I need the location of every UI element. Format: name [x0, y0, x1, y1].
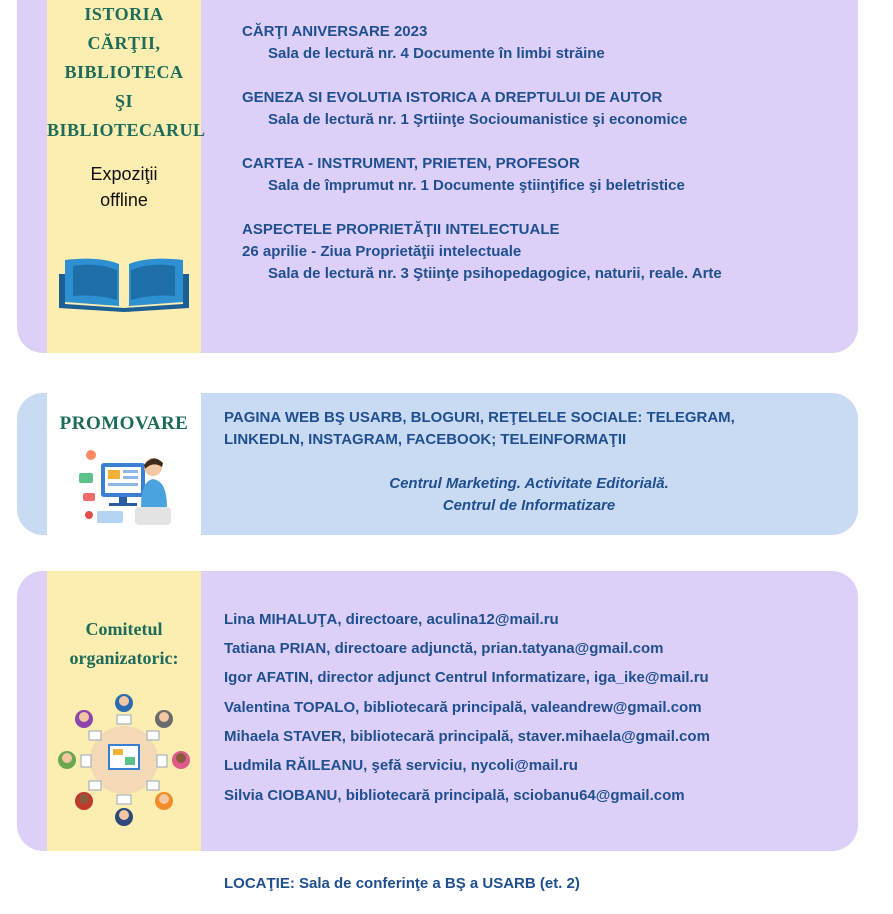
subtitle-line: Expoziţii [90, 164, 158, 184]
heading-line: BIBLIOTECARUL [47, 120, 206, 140]
heading-line: BIBLIOTECA [64, 62, 184, 82]
exhibition-location: Sala de împrumut nr. 1 Documente ştiinţifice şi beletristice [268, 177, 685, 194]
exhibitions-heading [47, 0, 206, 145]
promotion-heading: PROMOVARE [59, 413, 189, 434]
promotion-channels-line: PAGINA WEB BŞ USARB, BLOGURI, REŢELELE SOCIALE: TELEGRAM, [224, 409, 735, 426]
committee-panel [17, 571, 858, 851]
exhibitions-subtitle [47, 161, 201, 213]
computer-user-icon [75, 445, 175, 529]
heading-line: CĂRŢII, [87, 33, 161, 53]
heading-line: ŞI [114, 91, 133, 111]
promotion-sidebar [47, 393, 201, 535]
exhibitions-sidebar [47, 0, 206, 353]
committee-sidebar [47, 571, 201, 851]
exhibitions-panel [17, 0, 858, 353]
heading-line: organizatoric: [69, 648, 179, 668]
team-circle-icon [57, 693, 191, 827]
heading-line: ISTORIA [84, 4, 164, 24]
exhibition-title: CARTEA - INSTRUMENT, PRIETEN, PROFESOR [242, 155, 580, 172]
subtitle-line: offline [100, 190, 148, 210]
department-line: Centrul Marketing. Activitate Editorială. [389, 475, 669, 492]
exhibition-location: Sala de lectură nr. 3 Ştiinţe psihopedagogice, naturii, reale. Arte [268, 265, 722, 282]
committee-member: Igor AFATIN, director adjunct Centrul Informatizare, iga_ike@mail.ru [224, 669, 709, 686]
committee-member: Silvia CIOBANU, bibliotecară principală, sciobanu64@gmail.com [224, 787, 685, 804]
exhibition-title: CĂRŢI ANIVERSARE 2023 [242, 23, 428, 40]
exhibition-date: 26 aprilie - Ziua Proprietăţii intelectuale [242, 243, 522, 260]
committee-member: Tatiana PRIAN, directoare adjunctă, prian.tatyana@gmail.com [224, 640, 664, 657]
department-line: Centrul de Informatizare [442, 497, 616, 514]
event-location: LOCAŢIE: Sala de conferinţe a BŞ a USARB (et. 2) [224, 875, 580, 892]
committee-member: Lina MIHALUŢA, directoare, aculina12@mail.ru [224, 611, 559, 628]
exhibition-title: GENEZA SI EVOLUTIA ISTORICA A DREPTULUI DE AUTOR [242, 89, 663, 106]
committee-member: Valentina TOPALO, bibliotecară principală, valeandrew@gmail.com [224, 699, 702, 716]
promotion-panel [17, 393, 858, 535]
committee-heading [47, 615, 201, 673]
exhibition-location: Sala de lectură nr. 1 Şrtiinţe Socioumanistice şi economice [268, 111, 688, 128]
committee-member: Mihaela STAVER, bibliotecară principală, staver.mihaela@gmail.com [224, 728, 710, 745]
committee-member: Ludmila RĂILEANU, şefă serviciu, nycoli@mail.ru [224, 757, 578, 774]
exhibition-location: Sala de lectură nr. 4 Documente în limbi străine [268, 45, 605, 62]
promotion-channels-line: LINKEDLN, INSTAGRAM, FACEBOOK; TELEINFORMAŢII [224, 431, 627, 448]
heading-line: Comitetul [85, 619, 163, 639]
open-book-icon [59, 250, 189, 312]
exhibition-title: ASPECTELE PROPRIETĂŢII INTELECTUALE [242, 221, 560, 238]
